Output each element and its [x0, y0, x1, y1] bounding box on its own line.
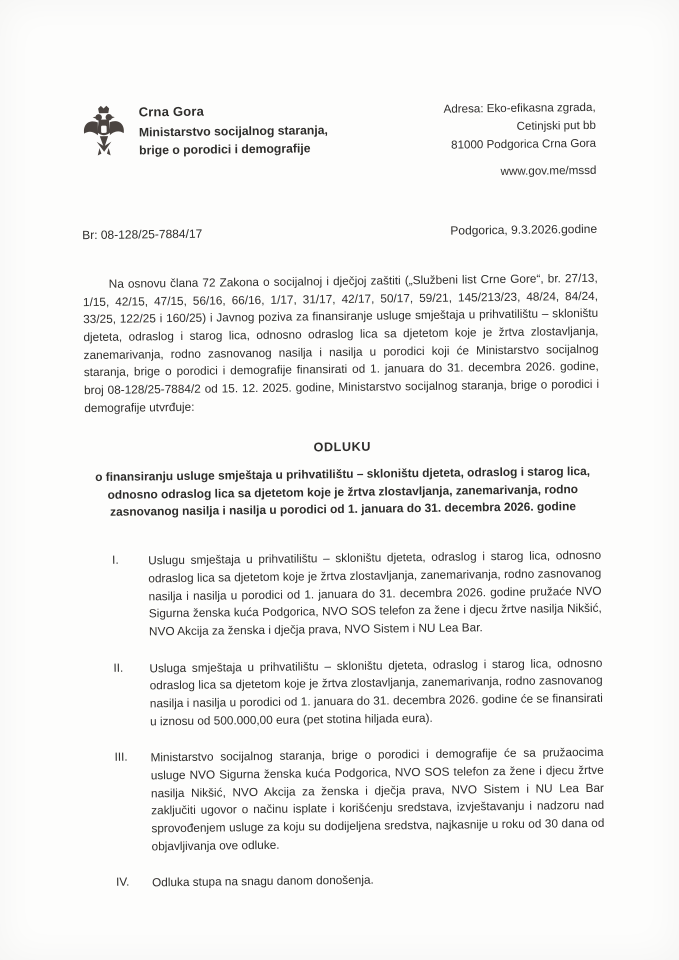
item-numeral: IV.	[115, 875, 130, 890]
decision-item-1	[86, 547, 602, 642]
address-line3: 81000 Podgorica Crna Gora	[450, 136, 597, 152]
org-name: Crna Gora	[138, 103, 205, 120]
org-department-line1: Ministarstvo socijalnog staranja,	[138, 123, 328, 140]
item-text: Ministarstvo socijalnog staranja, brige o porodici i demografije će sa pružaocima usluge NVO Sigurna ženska kuća Podgorica, NVO SOS telefon za žene i djecu žrtve nasilja Nikšić, NVO Akcija za ženska i dječja prava, NVO Sistem i NU Lea Bar zaključiti ugovor o načinu isplate i korišćenju sredstava, izvještavanju i nadzoru nad sprovođenjem usluge za koju su dodijeljena sredstva, najkasnije u roku od 30 dana od objavljivanja ove odluke.	[150, 745, 605, 854]
item-text: Usluga smještaja u prihvatilištu – skloništu djeteta, odraslog i starog lica, odnosno odraslog lica sa djetetom koje je žrtva zlostavljanja, zanemarivanja, rodno zasnovanog nasilja i nasilja u porodici od 1. januara do 31. decembra 2026. godine će se finansirati u iznosu od 500.000,00 eura (pet stotina hiljada eura).	[149, 655, 603, 728]
item-numeral: II.	[113, 660, 124, 675]
address-line1: Adresa: Eko-efikasna zgrada,	[443, 100, 596, 116]
legal-preamble: Na osnovu člana 72 Zakona o socijalnoj i dječjoj zaštiti („Službeni list Crne Gore“, br. 27/13, 1/15, 42/15, 47/15, 56/16, 66/16, 1/17, 31/17, 42/17, 50/17, 59/21, 145/213/23, 48/24, 84/24, 33/25, 122/25 i 160/25) i Javnog poziva za finansiranje usluge smještaja u prihvatilištu – skloništu djeteta, odraslog i starog lica, odnosno odraslog lica sa djetetom koje je žrtva zlostavljanja, zanemarivanja, rodno zasnovanog nasilja i nasilja u porodici koji će Ministarstvo socijalnog staranja, brige o porodici i demografije finansirati od 1. januara do 31. decembra 2026. godine, broj 08-128/25-7884/2 od 15. 12. 2025. godine, Ministarstvo socijalnog staranja, brige o porodici i demografije utvrđuje:	[82, 270, 600, 415]
decision-title: ODLUKU	[313, 439, 372, 455]
document-header	[81, 95, 597, 186]
decision-item-3	[88, 744, 604, 856]
address-line2: Cetinjski put bb	[516, 118, 596, 133]
header-left	[81, 98, 329, 165]
decision-subtitle: o finansiranju usluge smještaja u prihvatilištu – skloništu djeteta, odraslog i starog lica, odnosno odraslog lica sa djetetom koje je žrtva zlostavljanja, zanemarivanja, rodno zasnovanog nasilja i nasilja u porodici od 1. januara do 31. decembra 2026. godine	[95, 464, 591, 519]
org-website: www.gov.me/mssd	[500, 163, 597, 178]
org-department-line2: brige o porodici i demografije	[139, 141, 311, 158]
item-numeral: III.	[114, 749, 128, 765]
decision-item-2	[87, 654, 603, 731]
coat-of-arms-icon	[81, 103, 128, 166]
decision-item-4	[90, 869, 605, 893]
reference-number: Br: 08-128/25-7884/17	[82, 226, 203, 243]
item-text: Uslugu smještaja u prihvatilištu – skloništu djeteta, odraslog i starog lica, odnosno odraslog lica sa djetetom koje je žrtva zlostavljanja, zanemarivanja, rodno zasnovanog nasilja i nasilja u porodici od 1. januara do 31. decembra 2026. godine pružaće NVO Sigurna ženska kuća Podgorica, NVO SOS telefon za žene i djecu žrtve nasilja Nikšić, NVO Akcija za ženska i dječja prava, NVO Sistem i NU Lea Bar.	[148, 547, 602, 639]
place-and-date: Podgorica, 9.3.2026.godine	[450, 221, 598, 238]
document-meta-row	[82, 222, 597, 242]
item-text: Odluka stupa na snagu danom donošenja.	[151, 873, 374, 890]
decision-items-list	[86, 547, 605, 893]
org-identity	[139, 98, 329, 160]
item-numeral: I.	[112, 552, 119, 567]
org-address-block	[443, 95, 596, 182]
